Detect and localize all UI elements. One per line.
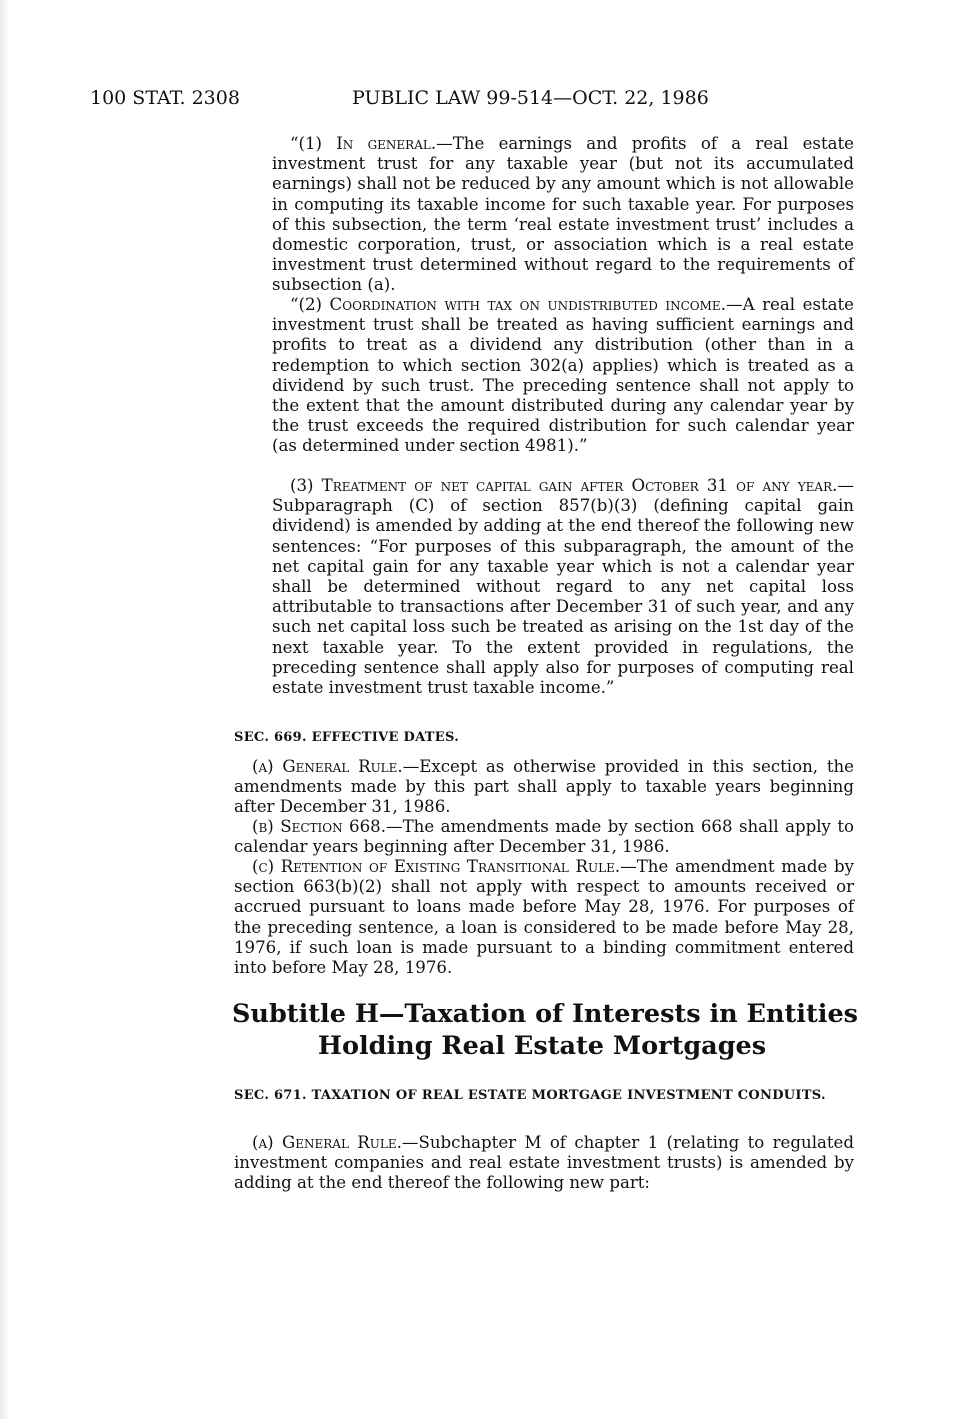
paragraph-heading: (a) General Rule. (252, 1133, 402, 1152)
page-reference: 100 STAT. 2308 (90, 87, 240, 109)
subtitle-line-1: Subtitle H—Taxation of Interests in Entities (232, 999, 859, 1029)
section-671-heading: SEC. 671. TAXATION OF REAL ESTATE MORTGAGE INVESTMENT CONDUITS. (234, 1088, 826, 1103)
law-reference: PUBLIC LAW 99-514—OCT. 22, 1986 (352, 87, 709, 109)
paragraph-transitional-rule (234, 857, 854, 978)
subtitle-line-2: Holding Real Estate Mortgages (317, 1031, 767, 1061)
page-edge-shadow (0, 0, 10, 1419)
paragraph-heading: (3) Treatment of net capital gain after October 31 of any year. (290, 476, 838, 495)
paragraph-text: —A real estate investment trust shall be treated as having sufficient earnings and profits to treat as a dividend any distribution (other than in a redemption to which section 302(a) applies) which is treated as a dividend by such trust. The preceding sentence shall not apply to the extent that the amount distributed during any calendar year by the trust exceeds the required distribution for such calendar year (as determined under section 4981).” (272, 295, 855, 456)
paragraph-section-668 (234, 817, 854, 857)
paragraph-heading: (c) Retention of Existing Transitional Rule. (252, 857, 621, 876)
paragraph-general-rule-671 (234, 1133, 854, 1194)
paragraph-in-general (272, 134, 854, 296)
paragraph-heading: (a) General Rule. (252, 757, 403, 776)
paragraph-heading: “(1) In general. (290, 134, 437, 153)
paragraph-general-rule-669 (234, 757, 854, 818)
paragraph-heading: (b) Section 668. (252, 817, 386, 836)
paragraph-text: —The amendments made by section 668 shall apply to calendar years beginning after December 31, 1986. (234, 817, 855, 857)
paragraph-text: —Subchapter M of chapter 1 (relating to regulated investment companies and real estate investment trusts) is amended by adding at the end thereof the following new part: (234, 1133, 854, 1193)
paragraph-coordination (272, 295, 854, 457)
paragraph-text: —The amendment made by section 663(b)(2) shall not apply with respect to amounts received or accrued pursuant to loans made before May 28, 1976. For purposes of the preceding sentence, a loan is considered to be made before May 28, 1976, if such loan is made pursuant to a binding commitment entered into before May 28, 1976. (234, 857, 854, 978)
page-header (90, 87, 890, 115)
paragraph-text: —The earnings and profits of a real estate investment trust for any taxable year (but not its accumulated earnings) shall not be reduced by any amount which is not allowable in computing its taxable income for such taxable year. For purposes of this subsection, the term ‘real estate investment trust’ includes a domestic corporation, trust, or association which is a real estate investment trust determined without regard to the requirements of subsection (a). (272, 134, 854, 295)
paragraph-text: —Subparagraph (C) of section 857(b)(3) (defining capital gain dividend) is amended by adding at the end thereof the following new sentences: “For purposes of this subparagraph, the amount of the net capital gain for any taxable year which is not a calendar year shall be determined without regard to any net capital loss attributable to transactions after December 31 of such year, and any such net capital loss such be treated as arising on the 1st day of the next taxable year. To the extent provided in regulations, the preceding sentence shall apply also for purposes of computing real estate investment trust taxable income.” (272, 476, 854, 698)
paragraph-heading: “(2) Coordination with tax on undistributed income. (290, 295, 726, 314)
paragraph-text: —Except as otherwise provided in this section, the amendments made by this part shall apply to taxable years beginning after December 31, 1986. (234, 757, 854, 817)
paragraph-treatment-net-capital-gain (272, 476, 854, 698)
subtitle-h-heading (232, 998, 859, 1062)
section-669-heading: SEC. 669. EFFECTIVE DATES. (234, 730, 460, 745)
